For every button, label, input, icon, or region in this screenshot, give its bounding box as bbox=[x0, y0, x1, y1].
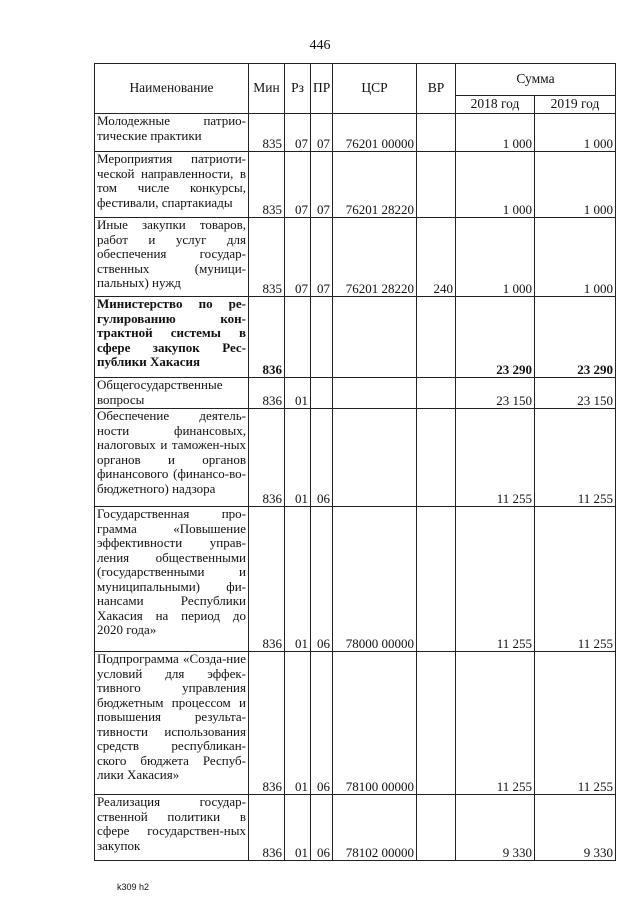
row-vr: 240 bbox=[417, 218, 456, 297]
row-name: Обеспечение деятель-ности финансовых, налоговых и таможен-ных органов и органов финансового (финансо-во-бюджетного) надзора bbox=[95, 409, 249, 507]
header-year-2018: 2018 год bbox=[456, 96, 535, 114]
footer-code: k309 h2 bbox=[117, 882, 150, 892]
row-vr bbox=[417, 507, 456, 652]
table-row bbox=[95, 297, 616, 378]
row-sum-2019: 11 255 bbox=[535, 409, 616, 507]
row-rz: 07 bbox=[285, 114, 311, 152]
row-min: 836 bbox=[249, 795, 285, 861]
row-pr: 06 bbox=[311, 652, 333, 795]
row-rz: 01 bbox=[285, 652, 311, 795]
row-name: Государственная про-грамма «Повышение эффективности управ-ления общественными (государственными и муниципальными) фи-нансами Республики Хакасия на период до 2020 года» bbox=[95, 507, 249, 652]
row-csr bbox=[333, 297, 417, 378]
budget-table bbox=[94, 63, 616, 861]
row-min: 836 bbox=[249, 409, 285, 507]
row-sum-2019: 9 330 bbox=[535, 795, 616, 861]
row-vr bbox=[417, 297, 456, 378]
header-vr: ВР bbox=[417, 64, 456, 114]
header-year-2019: 2019 год bbox=[535, 96, 616, 114]
row-sum-2018: 9 330 bbox=[456, 795, 535, 861]
header-sum: Сумма bbox=[456, 64, 616, 96]
row-sum-2019: 11 255 bbox=[535, 507, 616, 652]
row-vr bbox=[417, 795, 456, 861]
table-row bbox=[95, 378, 616, 409]
row-name: Иные закупки товаров, работ и услуг для обеспечения государ-ственных (муници-пальных) нужд bbox=[95, 218, 249, 297]
row-name: Молодежные патрио-тические практики bbox=[95, 114, 249, 152]
row-min: 835 bbox=[249, 114, 285, 152]
row-sum-2018: 1 000 bbox=[456, 152, 535, 218]
header-pr: ПР bbox=[311, 64, 333, 114]
row-name: Подпрограмма «Созда-ние условий для эффек-тивного управления бюджетным процессом и повышения результа-тивности использования средств республикан-ского бюджета Респуб-лики Хакасия» bbox=[95, 652, 249, 795]
row-sum-2018: 11 255 bbox=[456, 507, 535, 652]
row-min: 836 bbox=[249, 378, 285, 409]
row-vr bbox=[417, 152, 456, 218]
row-name: Реализация государ-ственной политики в сфере государствен-ных закупок bbox=[95, 795, 249, 861]
row-sum-2019: 1 000 bbox=[535, 218, 616, 297]
row-name: Министерство по ре-гулированию кон-трактной системы в сфере закупок Рес-публики Хакасия bbox=[95, 297, 249, 378]
row-csr: 78102 00000 bbox=[333, 795, 417, 861]
row-min: 835 bbox=[249, 152, 285, 218]
header-name: Наименование bbox=[95, 64, 249, 114]
row-pr: 07 bbox=[311, 114, 333, 152]
row-name: Мероприятия патриоти-ческой направленности, в том числе конкурсы, фестивали, спартакиады bbox=[95, 152, 249, 218]
row-csr: 78000 00000 bbox=[333, 507, 417, 652]
row-rz: 01 bbox=[285, 378, 311, 409]
row-sum-2019: 23 290 bbox=[535, 297, 616, 378]
row-vr bbox=[417, 409, 456, 507]
row-rz: 01 bbox=[285, 409, 311, 507]
row-rz: 07 bbox=[285, 218, 311, 297]
row-pr: 07 bbox=[311, 218, 333, 297]
row-vr bbox=[417, 652, 456, 795]
row-pr: 07 bbox=[311, 152, 333, 218]
row-sum-2018: 11 255 bbox=[456, 652, 535, 795]
row-min: 835 bbox=[249, 218, 285, 297]
table-row bbox=[95, 507, 616, 652]
row-csr bbox=[333, 409, 417, 507]
row-sum-2019: 23 150 bbox=[535, 378, 616, 409]
row-vr bbox=[417, 114, 456, 152]
row-pr: 06 bbox=[311, 795, 333, 861]
row-csr bbox=[333, 378, 417, 409]
row-rz bbox=[285, 297, 311, 378]
row-csr: 78100 00000 bbox=[333, 652, 417, 795]
row-sum-2018: 1 000 bbox=[456, 114, 535, 152]
row-rz: 07 bbox=[285, 152, 311, 218]
row-pr bbox=[311, 297, 333, 378]
header-csr: ЦСР bbox=[333, 64, 417, 114]
row-csr: 76201 28220 bbox=[333, 152, 417, 218]
table-row bbox=[95, 652, 616, 795]
row-pr: 06 bbox=[311, 507, 333, 652]
row-vr bbox=[417, 378, 456, 409]
row-csr: 76201 28220 bbox=[333, 218, 417, 297]
header-min: Мин bbox=[249, 64, 285, 114]
row-pr bbox=[311, 378, 333, 409]
header-rz: Рз bbox=[285, 64, 311, 114]
row-rz: 01 bbox=[285, 507, 311, 652]
row-sum-2018: 1 000 bbox=[456, 218, 535, 297]
page-number: 446 bbox=[309, 38, 331, 53]
row-min: 836 bbox=[249, 297, 285, 378]
row-min: 836 bbox=[249, 507, 285, 652]
table-row bbox=[95, 409, 616, 507]
row-rz: 01 bbox=[285, 795, 311, 861]
row-name: Общегосударственные вопросы bbox=[95, 378, 249, 409]
row-sum-2019: 11 255 bbox=[535, 652, 616, 795]
table-row bbox=[95, 218, 616, 297]
row-sum-2018: 11 255 bbox=[456, 409, 535, 507]
row-min: 836 bbox=[249, 652, 285, 795]
row-sum-2018: 23 290 bbox=[456, 297, 535, 378]
table-row bbox=[95, 114, 616, 152]
row-csr: 76201 00000 bbox=[333, 114, 417, 152]
table-row bbox=[95, 795, 616, 861]
row-sum-2019: 1 000 bbox=[535, 152, 616, 218]
row-sum-2018: 23 150 bbox=[456, 378, 535, 409]
row-sum-2019: 1 000 bbox=[535, 114, 616, 152]
table-row bbox=[95, 152, 616, 218]
row-pr: 06 bbox=[311, 409, 333, 507]
